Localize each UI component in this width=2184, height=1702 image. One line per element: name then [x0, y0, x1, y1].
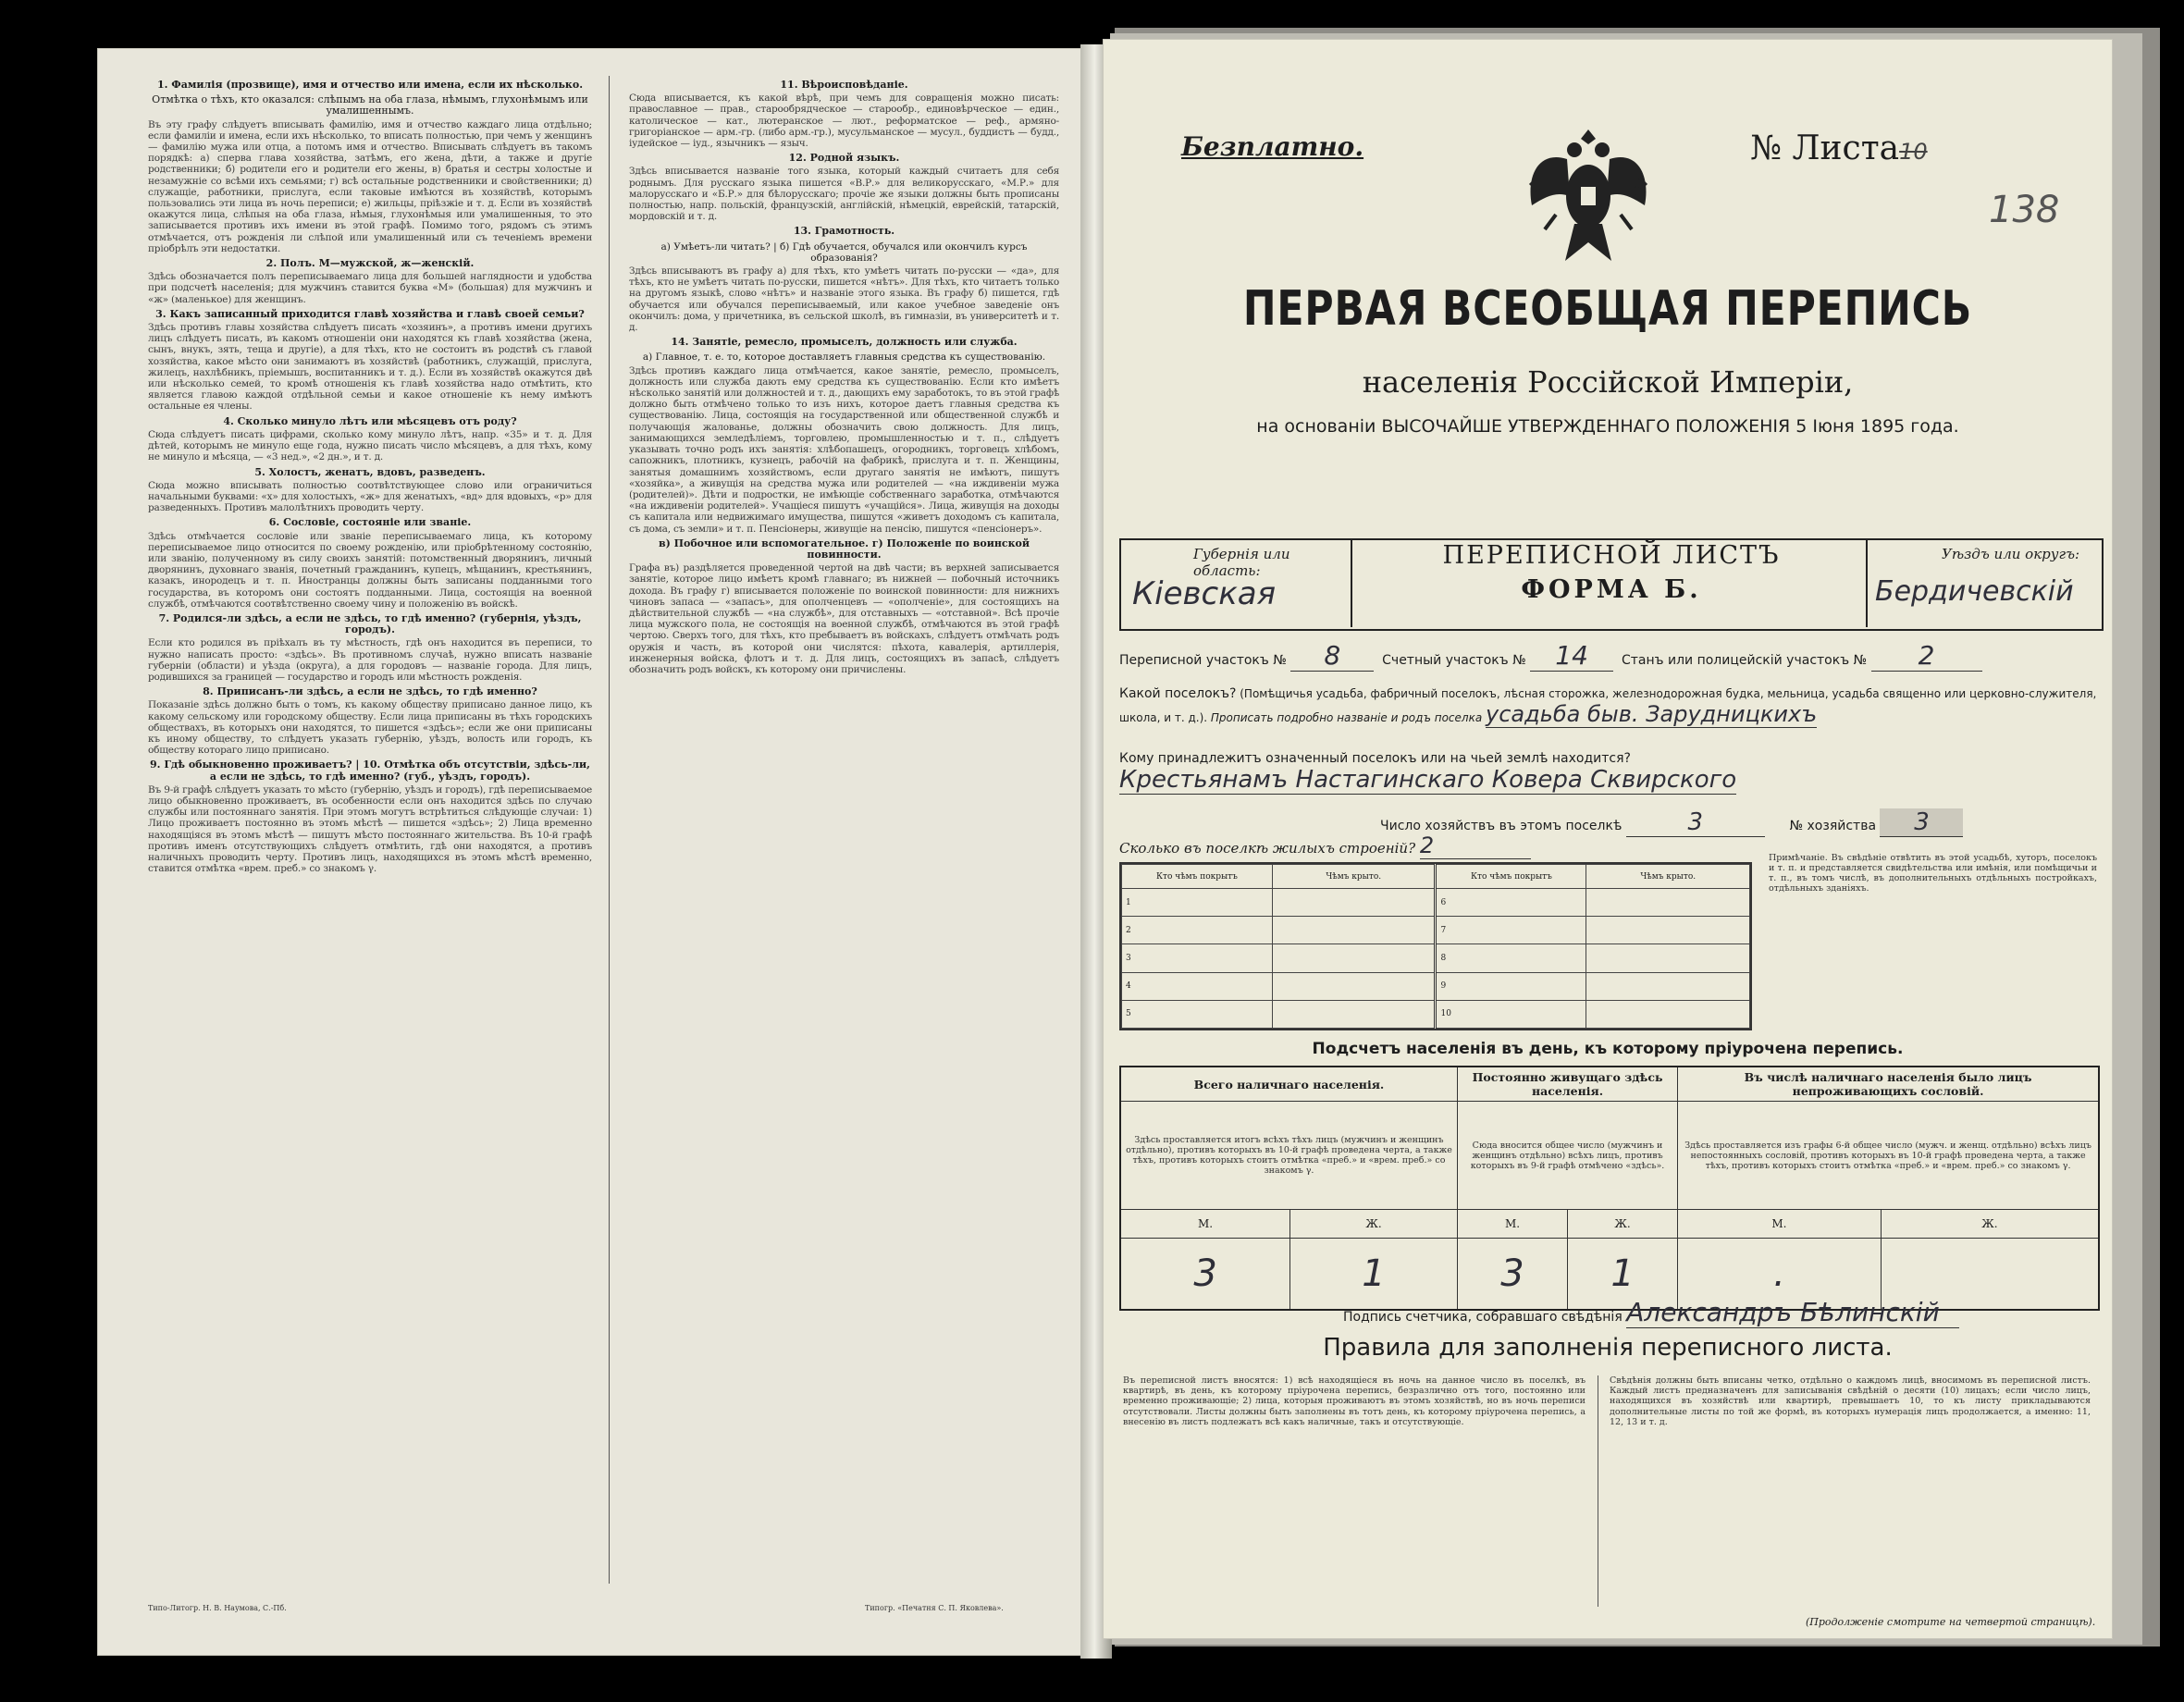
instruction-body: Графа въ) раздѣляется проведенной чертой на двѣ части; въ верхней записывается занятіе, которое лицо имѣетъ кромѣ главнаго; въ нижней — побочный источникъ дохода. Въ графу г) вписывается положеніе по воинской повинности: для нижнихъ чиновъ запаса — «запасъ», для ополченцевъ — «ополченіе», для состоящихъ на дѣйствительной службѣ — «на службѣ», для отставныхъ — «отставной». Всѣ прочіе лица мужского пола, не состоящія на военной службѣ, отмѣчаются въ этой графѣ чертою. Сверхъ того, для тѣхъ, кто пребываетъ въ войскахъ, слѣдуетъ отмѣчать родъ оружія и часть, въ которой они числятся: пѣхота, кавалерія, артиллерія, инженерныя войска, флотъ и т. д. Для лицъ, состоящихъ въ запасѣ, слѣдуетъ обозначить родъ войскъ, къ которому они причислены. [629, 562, 1059, 675]
pop-col-header-nonresident: Въ числѣ наличнаго населенія было лицъ непроживающихъ сословій. [1678, 1067, 2099, 1102]
permanent-male-value: 3 [1457, 1239, 1567, 1311]
settlement-label: Какой поселокъ? [1119, 686, 1237, 701]
male-label: М. [1678, 1210, 1882, 1239]
counting-section-value: 14 [1530, 640, 1613, 672]
grid-header-cell: Чѣмъ крыто. [1272, 865, 1436, 889]
settlement-hint: (Помѣщичья усадьба, фабричный поселокъ, лѣсная сторожка, железнодорожная будка, мельница, усадьба священно или церковно-служителя, школа, и т. д.). [1119, 687, 2097, 724]
census-legal-basis: на основаніи ВЫСОЧАЙШЕ УТВЕРЖДЕННАГО ПОЛОЖЕНІЯ 5 Іюня 1895 года. [1256, 416, 1959, 437]
instruction-body: Сюда слѣдуетъ писать цифрами, сколько кому минуло лѣтъ, напр. «35» и т. д. Для дѣтей, которымъ не минуло еще года, нужно писать число мѣсяцевъ, а для тѣхъ, кому не минуло и мѣсяца, — «3 нед.», «2 дн.», и т. д. [148, 428, 592, 463]
permanent-female-value: 1 [1568, 1239, 1678, 1311]
instruction-heading: 8. Приписанъ-ли здѣсь, а если не здѣсь, то гдѣ именно? [203, 685, 537, 698]
grid-row-number: 10 [1436, 1000, 1586, 1028]
buildings-grid [1119, 862, 1752, 1030]
instruction-block [148, 686, 592, 756]
instructions-column-2 [629, 76, 1059, 679]
owner-row [1119, 751, 2100, 795]
printer-credit-right: Типогр. «Печатня С. П. Яковлева». [865, 1604, 1004, 1612]
column-divider [609, 76, 610, 1584]
grid-row-number: 4 [1122, 972, 1273, 1000]
pop-col-header-total: Всего наличнаго населенія. [1120, 1067, 1457, 1102]
female-label: Ж. [1881, 1210, 2099, 1239]
instruction-heading: 4. Сколько минуло лѣтъ или мѣсяцевъ отъ роду? [223, 414, 517, 427]
instruction-body: Въ эту графу слѣдуетъ вписывать фамилію, имя и отчество каждаго лица отдѣльно; если фамиліи и имена, если ихъ нѣсколько, то вписать полностью, при чемъ у женщинъ — фамилію мужа или отца, а потомъ имя и отчество. Вписывать слѣдуетъ въ такомъ порядкѣ: а) сперва глава хозяйства, затѣмъ, его жена, дѣти, а также и другіе родственники; б) родители его и родители его жены, в) братья и сестры холостые и незамужніе со всѣми ихъ семьями; г) всѣ остальные родственники и свойственники; д) служащіе, работники, прислуга, если таковые имѣются въ хозяйствѣ, которымъ пользовались эти лица въ ночь переписи; е) жильцы, пріѣзжіе и т. д. Если въ хозяйствѣ окажутся лица, слѣпыя на оба глаза, нѣмыя, глухонѣмыя или умалишенныя, то это записывается противъ ихъ имени въ этой графѣ. Помимо того, рядомъ съ этимъ отмѣчается, отъ рожденія ли слѣпой или умалишенный или съ теченіемъ времени пріобрѣлъ эти недостатки. [148, 118, 592, 254]
grid-row-number: 3 [1122, 944, 1273, 972]
grid-row-number: 1 [1122, 889, 1273, 917]
province-box [1119, 538, 1352, 627]
instruction-body: Здѣсь отмѣчается сословіе или званіе переписываемаго лица, къ которому переписываемое лицо относится по своему рожденію, или пріобрѣтенному состоянію, или званію, полученному въ силу своихъ занятій: потомственный дворянинъ, личный дворянинъ, духовнаго званія, почетный гражданинъ, купецъ, мѣщанинъ, крестьянинъ, казакъ, инородецъ и т. п. Иностранцы должны быть записаны подданными того государства, въ которомъ они состоятъ подданными. Лица, состоящія на военной службѣ, отмѣчаются соотвѣтственно своему чину и положенію въ войскѣ. [148, 530, 592, 610]
instruction-heading: 5. Холостъ, женатъ, вдовъ, разведенъ. [254, 465, 486, 478]
grid-row-number: 5 [1122, 1000, 1273, 1028]
province-label: Губернія или область: [1193, 546, 1290, 579]
census-section-value: 8 [1290, 640, 1374, 672]
instruction-block [148, 309, 592, 413]
household-number-value: 3 [1880, 808, 1963, 837]
instruction-body: Сюда вписывается, къ какой вѣрѣ, при чемъ для совращенія можно писать: православное — прав., старообрядческое — старообр., единовѣрческое — един., католическое — кат., лютеранское — лют., реформатское — реф., армяно-григоріанское — арм.-гр. (либо арм.-гр.), мусульманское — мусул., буддистъ — будд., іудейское — іуд., язычникъ — языч. [629, 92, 1059, 150]
pop-col-desc-permanent: Сюда вносится общее число (мужчинъ и женщинъ отдѣльно) всѣхъ лицъ, противъ которыхъ въ 9-й графѣ отмѣчено «здѣсь». [1457, 1102, 1677, 1210]
pop-col-desc-nonresident: Здѣсь проставляется изъ графы 6-й общее число (мужч. и женщ. отдѣльно) всѣхъ лицъ непостоянныхъ сословій, противъ которыхъ въ 10-й графѣ проведена черта, а также тѣхъ, противъ которыхъ стоитъ отмѣтка «преб.» и «врем. преб.» со знакомъ γ. [1678, 1102, 2099, 1210]
instruction-subheading: Отмѣтка о тѣхъ, кто оказался: слѣпымъ на оба глаза, нѣмымъ, глухонѣмымъ или умалишеннымъ. [152, 93, 588, 117]
instruction-body: Здѣсь обозначается полъ переписываемаго лица для большей наглядности и удобства при подсчетѣ населенія; для мужчинъ ставится буква «М» (большая) для мужчинъ и «ж» (маленькое) для женщинъ. [148, 271, 592, 305]
rules-column-1: Въ переписной листъ вносятся: 1) всѣ находящіеся въ ночь на данное число въ поселкѣ, въ квартирѣ, въ день, къ которому пріурочена перепись, безразлично отъ того, постоянно или временно проживающіе; 2) лица, которыя проживаютъ въ этомъ хозяйствѣ, но въ ночь переписи отсутствовали. Листы должны быть заполнены въ тотъ день, къ которому пріурочена перепись, а внесенію въ листъ подлежатъ всѣ какъ наличные, такъ и отсутствующіе. [1123, 1375, 1586, 1427]
owner-label: Кому принадлежитъ означенный поселокъ или на чьей землѣ находится? [1119, 751, 1631, 766]
settlement-hint-detail: Прописать подробно названіе и родъ поселка [1210, 711, 1483, 724]
instruction-block [148, 517, 592, 610]
census-subtitle: населенія Россійской Имперіи, [1362, 364, 1854, 400]
form-title: ПЕРЕПИСНОЙ ЛИСТЪ [1442, 541, 1781, 570]
grid-header-cell: Чѣмъ крыто. [1586, 865, 1750, 889]
nonresident-male-value: . [1678, 1239, 1882, 1311]
signature-value: Александръ Бѣлинскій [1626, 1297, 1959, 1328]
signature-label: Подпись счетчика, собравшаго свѣдѣнія [1343, 1310, 1623, 1325]
settlement-row [1119, 686, 2100, 728]
female-label: Ж. [1568, 1210, 1678, 1239]
instruction-body: Если кто родился въ пріѣхалъ въ ту мѣстность, гдѣ онъ находится въ переписи, то нужно написать просто: «здѣсь». Въ противномъ случаѣ, нужно вписать названіе губерніи (области) и уѣзда (округа), а для городовъ — названіе города. Для лицъ, родившихся за границей — государство и городъ или мѣстность рожденія. [148, 637, 592, 683]
instruction-heading: в) Побочное или вспомогательное. г) Положеніе по воинской повинности. [658, 536, 1030, 561]
continuation-note: (Продолженіе смотрите на четвертой страницѣ). [1806, 1616, 2096, 1628]
instruction-heading: 2. Полъ. М—мужской, ж—женскій. [265, 257, 475, 270]
settlement-value: усадьба быв. Зарудницкихъ [1486, 701, 1818, 727]
instruction-heading: 7. Родился-ли здѣсь, а если не здѣсь, то гдѣ именно? (губернія, уѣздъ, городъ). [158, 611, 582, 636]
police-section-value: 2 [1871, 640, 1982, 672]
male-label: М. [1120, 1210, 1290, 1239]
instruction-block [629, 226, 1059, 333]
grid-row-number: 7 [1436, 917, 1586, 944]
instruction-block [148, 416, 592, 463]
instruction-block [629, 337, 1059, 534]
instruction-heading: 11. Вѣроисповѣданіе. [780, 79, 908, 91]
grid-row-number: 6 [1436, 889, 1586, 917]
instruction-body: Здѣсь противъ каждаго лица отмѣчается, какое занятіе, ремесло, промыселъ, должность или служба дають ему средства къ существованію. Если кто имѣетъ нѣсколько занятій или должностей и т. д., дающихъ ему заработокъ, то въ этой графѣ должно быть отмѣчено только то изъ нихъ, которое даетъ главныя средства къ существованію. Лица, состоящія на государственной или общественной службѣ и получающія жалованье, должны обозначить свою должность. Для лицъ, занимающихся земледѣліемъ, торговлею, промышленностью и т. п., слѣдуетъ указывать точно родъ ихъ занятія: хлѣбопашецъ, огородникъ, торговецъ хлѣбомъ, сапожникъ, плотникъ, кузнецъ, рабочій на фабрикѣ, прислуга и т. п. Женщины, занятыя домашнимъ хозяйствомъ, если другаго занятія не имѣютъ, пишутъ «хозяйка», а живущія на средства мужа или родителей — «на иждивеніи мужа (родителей)». Дѣти и подростки, не имѣющіе собственнаго заработка, отмѣчаются «на иждивеніи родителей». Учащіеся пишутъ «учащійся». Лица, живущія на доходы съ капитала или недвижимаго имущества, пишутся «живетъ доходомъ съ капитала, съ дома, съ земли» и т. п. Пенсіонеры, живущіе на пенсію, пишутся «пенсіонеръ». [629, 364, 1059, 535]
instruction-block [148, 467, 592, 514]
police-section-label: Станъ или полицейскій участокъ № [1621, 653, 1868, 668]
instruction-heading: 12. Родной языкъ. [788, 152, 900, 165]
rules-column-2: Свѣдѣнія должны быть вписаны четко, отдѣльно о каждомъ лицѣ, вносимомъ въ переписной листъ. Каждый листъ предназначенъ для записыванія свѣдѣній о десяти (10) лицахъ; если число лицъ, находящихся въ хозяйствѣ или квартирѣ, превышаетъ 10, то къ листу прикладываются дополнительные листы по той же формѣ, въ которыхъ нумерація лицъ продолжается, а именно: 11, 12, 13 и т. д. [1610, 1375, 2091, 1427]
enumerator-signature-row [1343, 1297, 1959, 1328]
instruction-heading: 3. Какъ записанный приходится главѣ хозяйства и главѣ своей семьи? [155, 307, 585, 320]
grid-header-cell: Кто чѣмъ покрытъ [1436, 865, 1586, 889]
instruction-body: Въ 9-й графѣ слѣдуетъ указать то мѣсто (губернію, уѣздъ и городъ), гдѣ переписываемое лицо обыкновенно проживаетъ, въ особенности если онъ находится здѣсь по случаю службы или постояннаго занятія. При этомъ могутъ встрѣтиться слѣдующіе случаи: 1) Лицо проживаетъ постоянно въ этомъ мѣстѣ — пишется «здѣсь»; 2) Лица временно находящіяся въ этомъ мѣстѣ — пишутъ мѣсто постояннаго жительства. Въ 10-й графѣ противъ именъ отсутствующихъ слѣдуетъ отмѣтить, гдѣ они находятся, а противъ наличныхъ проводить черту. Противъ лицъ, находящихся въ этомъ мѣстѣ временно, ставится отмѣтка «врем. преб.» со знакомъ γ. [148, 783, 592, 875]
province-value: Кіевская [1132, 575, 1277, 612]
handwritten-sheet-number: 138 [1989, 189, 2060, 231]
instruction-heading: 9. Гдѣ обыкновенно проживаетъ? | 10. Отмѣтка объ отсутствіи, здѣсь-ли, а если не здѣсь, то гдѣ именно? (губ., уѣздъ, городъ). [150, 758, 590, 783]
instruction-block [148, 613, 592, 683]
census-section-label: Переписной участокъ № [1119, 653, 1287, 668]
total-female-value: 1 [1290, 1239, 1458, 1311]
section-numbers-row [1119, 640, 2100, 672]
buildings-label: Сколько въ поселкѣ жилыхъ строеній? [1119, 840, 1416, 857]
instruction-body: Здѣсь противъ главы хозяйства слѣдуетъ писать «хозяинъ», а противъ имени другихъ лицъ слѣдуетъ писать, въ какомъ отношеніи они находятся къ главѣ хозяйства (жена, сынъ, внукъ, зять, теща и другіе), а для тѣхъ, кто не состоитъ въ родствѣ съ главой хозяйства, какое мѣсто они занимаютъ въ хозяйствѣ (работникъ, служащій, прислуга, жилецъ, нахлѣбникъ, пріемышъ, воспитанникъ и т. д.). Если въ хозяйствѣ окажутся двѣ или нѣсколько семей, то кромѣ отношенія къ главѣ хозяйства надо отмѣтить, кто является главою каждой отдѣльной семьи и какое отношеніе къ нему имѣютъ остальные ея члены. [148, 322, 592, 413]
instruction-body: Здѣсь вписываютъ въ графу а) для тѣхъ, кто умѣетъ читать по-русски — «да», для тѣхъ, кто не умѣетъ читать по-русски, пишется «нѣтъ». Для тѣхъ, кто читаетъ только на другомъ языкѣ, слово «нѣтъ» и названіе этого языка. Въ графу б) пишется, гдѣ обучается или обучался переписываемый, или какое учебное заведеніе онъ окончилъ: дома, у причетника, въ сельской школѣ, въ гимназіи, въ университетѣ и т. д. [629, 265, 1059, 334]
census-form-page [1103, 39, 2113, 1639]
grid-row-number: 2 [1122, 917, 1273, 944]
printer-credit-left: Типо-Литогр. Н. В. Наумова, С.-Пб. [148, 1604, 287, 1612]
district-box [1866, 538, 2085, 627]
grid-row-number: 8 [1436, 944, 1586, 972]
form-type: ФОРМА Б. [1521, 575, 1702, 604]
left-page [97, 48, 1089, 1656]
census-title: ПЕРВАЯ ВСЕОБЩАЯ ПЕРЕПИСЬ [1242, 281, 1973, 337]
rules-title: Правила для заполненія переписного листа. [1323, 1334, 1893, 1362]
pop-col-desc-total: Здѣсь проставляется итогъ всѣхъ тѣхъ лицъ (мужчинъ и женщинъ отдѣльно), противъ которыхъ въ 10-й графѣ проведена черта, а также тѣхъ, противъ которыхъ стоитъ отмѣтка «преб.» и «врем. преб.» со знакомъ γ. [1120, 1102, 1457, 1210]
instruction-heading: 6. Сословіе, состояніе или званіе. [268, 516, 472, 529]
owner-value: Крестьянамъ Настагинскаго Ковера Сквирского [1119, 766, 1737, 794]
grid-row-number: 9 [1436, 972, 1586, 1000]
instruction-heading: 14. Занятіе, ремесло, промыселъ, должность или служба. [671, 336, 1018, 349]
male-label: М. [1457, 1210, 1567, 1239]
instruction-block [629, 538, 1059, 675]
sheet-number-struck-value: 10 [1899, 139, 1928, 165]
households-label: Число хозяйствъ въ этомъ поселкѣ [1380, 819, 1623, 833]
imperial-eagle-icon [1519, 122, 1658, 270]
instruction-block [629, 80, 1059, 149]
instruction-body: Здѣсь вписывается названіе того языка, который каждый считаетъ для себя роднымъ. Для русскаго языка пишется «В.Р.» для великорусскаго, «М.Р.» для малорусскаго и «Б.Р.» для бѣлорусскаго; прочіе же языки должны быть прописаны полностью, напр. польскій, французскій, англійскій, нѣмецкій, еврейскій, татарскій, мордовскій и т. д. [629, 166, 1059, 223]
district-value: Бердичевскій [1875, 575, 2074, 608]
instruction-block [148, 258, 592, 305]
household-number-label: № хозяйства [1789, 819, 1877, 833]
instruction-subheading: а) Умѣетъ-ли читать? | б) Гдѣ обучается, обучался или окончилъ курсъ образованія? [660, 240, 1028, 264]
instruction-heading: 1. Фамилія (прозвище), имя и отчество или имена, если их нѣсколько. [156, 79, 584, 91]
instruction-subheading: а) Главное, т. е. то, которое доставляетъ главныя средства къ существованію. [642, 352, 1046, 364]
buildings-table [1121, 864, 1750, 1029]
households-value: 3 [1626, 808, 1765, 837]
pop-col-header-permanent: Постоянно живущаго здѣсь населенія. [1457, 1067, 1677, 1102]
instructions-column-1 [148, 76, 592, 878]
instruction-block [148, 759, 592, 874]
instruction-block [629, 153, 1059, 222]
free-of-charge-label: Безплатно. [1181, 131, 1364, 162]
sheet-number [1750, 130, 1928, 167]
total-male-value: 3 [1120, 1239, 1290, 1311]
counting-section-label: Счетный участокъ № [1382, 653, 1526, 668]
district-label: Уѣздъ или округъ: [1942, 546, 2080, 562]
buildings-note: Примѣчаніе. Въ свѣдѣніе отвѣтить въ этой усадьбѣ, хуторъ, поселокъ и т. п. и представляется свидѣтельства или имѣнія, или помѣщичьи и т. п., въ томъ числѣ, въ дополнительныхъ отдѣльныхъ постройкахъ, отдѣльныхъ зданіяхъ. [1769, 853, 2097, 894]
instruction-heading: 13. Грамотность. [793, 225, 895, 238]
grid-header-cell: Кто чѣмъ покрытъ [1122, 865, 1273, 889]
buildings-value: 2 [1420, 832, 1531, 859]
sheet-number-label: № Листа [1750, 130, 1900, 167]
population-count-title: Подсчетъ населенія въ день, къ которому пріурочена перепись. [1312, 1040, 1904, 1058]
female-label: Ж. [1290, 1210, 1458, 1239]
instruction-block [148, 80, 592, 254]
population-count-table [1119, 1066, 2100, 1311]
instruction-body: Сюда можно вписывать полностью соотвѣтствующее слово или ограничиться начальными буквами: «х» для холостыхъ, «ж» для женатыхъ, «вд» для вдовыхъ, «р» для разведенныхъ. Противъ малолѣтнихъ проводить черту. [148, 479, 592, 514]
instruction-body: Показаніе здѣсь должно быть о томъ, къ какому обществу приписано данное лицо, къ какому сельскому или городскому обществу. Если лица приписаны въ тѣхъ городскихъ обществахъ, въ которыхъ они находятся, то пишется «здѣсь»; если же они приписаны къ иному обществу, то слѣдуетъ указать губернію, уѣздъ, волость или городъ, къ обществу котораго лицо приписано. [148, 699, 592, 757]
